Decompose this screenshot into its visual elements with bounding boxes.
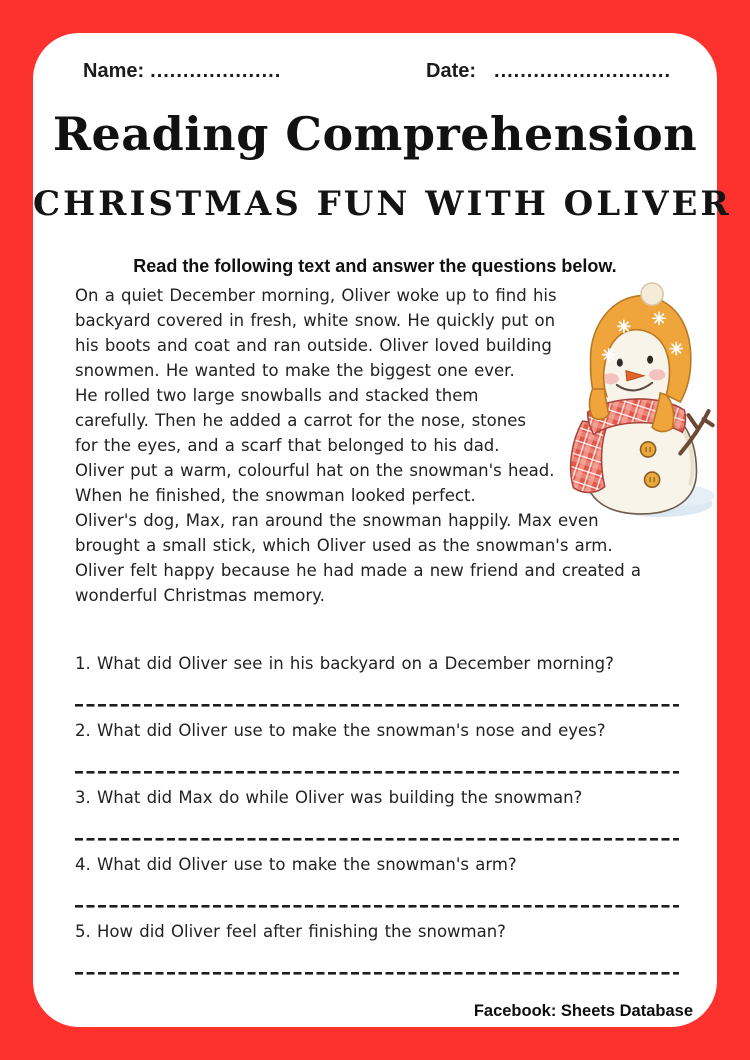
answer-line (75, 771, 679, 774)
answer-line (75, 704, 679, 707)
passage-line: carefully. Then he added a carrot for the nose, stones (75, 411, 526, 430)
passage-line: wonderful Christmas memory. (75, 586, 325, 605)
passage-line: When he finished, the snowman looked perfect. (75, 486, 476, 505)
reading-passage (75, 283, 679, 608)
date-label: Date: (426, 60, 477, 82)
date-answer-line: ........................... (494, 60, 672, 82)
name-field (83, 60, 281, 83)
passage-line: for the eyes, and a scarf that belonged to his dad. (75, 436, 500, 455)
passage-line: On a quiet December morning, Oliver woke up to find his (75, 286, 557, 305)
passage-line: He rolled two large snowballs and stacked them (75, 386, 479, 405)
question-text: 5. How did Oliver feel after finishing the snowman? (75, 922, 506, 941)
worksheet-card (33, 33, 732, 1027)
name-answer-line: .................... (150, 60, 282, 82)
worksheet-subtitle: CHRISTMAS FUN WITH OLIVER (33, 184, 732, 224)
passage-line: snowmen. He wanted to make the biggest one ever. (75, 361, 515, 380)
answer-line (75, 905, 679, 908)
question-text: 4. What did Oliver use to make the snowman's arm? (75, 855, 517, 874)
questions-section (75, 653, 679, 988)
date-field (426, 60, 671, 83)
instruction-text: Read the following text and answer the questions below. (133, 256, 617, 276)
passage-line: his boots and coat and ran outside. Oliver loved building (75, 336, 552, 355)
passage-line: backyard covered in fresh, white snow. He quickly put on (75, 311, 556, 330)
passage-line: Oliver put a warm, colourful hat on the snowman's head. (75, 461, 555, 480)
passage-line: Oliver felt happy because he had made a new friend and created a (75, 561, 642, 580)
answer-line (75, 972, 679, 975)
page-title: Reading Comprehension (52, 107, 698, 161)
name-label: Name: (83, 60, 145, 82)
question-text: 3. What did Max do while Oliver was building the snowman? (75, 788, 583, 807)
passage-line: brought a small stick, which Oliver used as the snowman's arm. (75, 536, 613, 555)
answer-line (75, 838, 679, 841)
footer-credit: Facebook: Sheets Database (473, 1002, 693, 1020)
question-text: 1. What did Oliver see in his backyard on a December morning? (75, 654, 614, 673)
passage-line: Oliver's dog, Max, ran around the snowman happily. Max even (75, 511, 599, 530)
question-text: 2. What did Oliver use to make the snowman's nose and eyes? (75, 721, 606, 740)
